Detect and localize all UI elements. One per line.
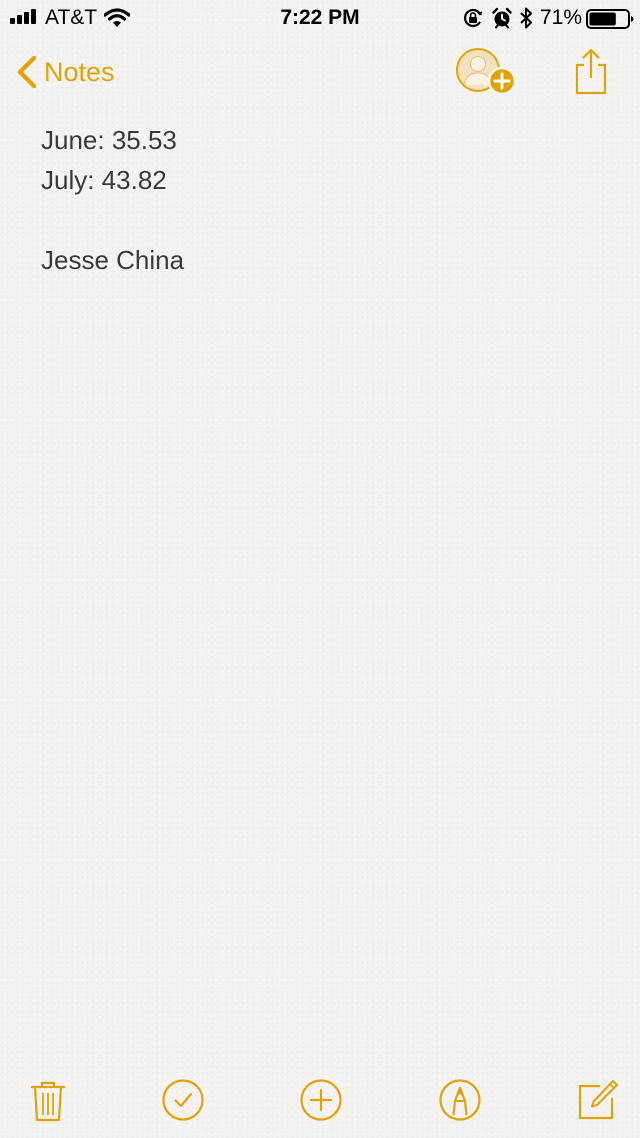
trash-icon <box>32 1083 64 1120</box>
note-line: June: 35.53 <box>41 125 177 155</box>
add-people-button[interactable] <box>455 47 519 97</box>
share-icon <box>577 50 605 93</box>
orientation-lock-icon <box>462 7 484 29</box>
bluetooth-icon <box>519 6 533 30</box>
checklist-icon <box>164 1081 203 1120</box>
back-label: Notes <box>44 57 115 87</box>
delete-button[interactable] <box>26 1078 70 1122</box>
battery-icon <box>586 9 634 29</box>
battery-percent: 71% <box>540 6 583 29</box>
share-button[interactable] <box>571 47 611 97</box>
note-body[interactable] <box>41 120 601 280</box>
status-time: 7:22 PM <box>280 6 360 29</box>
status-bar <box>0 0 640 36</box>
compose-button[interactable] <box>576 1078 620 1122</box>
bottom-toolbar <box>0 1070 640 1130</box>
alarm-icon <box>492 7 512 29</box>
add-icon <box>302 1081 341 1120</box>
note-line-empty <box>41 200 601 240</box>
note-line: Jesse China <box>41 245 185 275</box>
chevron-left-icon <box>16 54 38 90</box>
add-people-icon <box>457 49 515 94</box>
compose-icon <box>580 1081 617 1118</box>
checklist-button[interactable] <box>161 1078 205 1122</box>
markup-button[interactable] <box>438 1078 482 1122</box>
back-button[interactable] <box>16 52 115 92</box>
carrier-name: AT&T <box>45 6 98 29</box>
note-line: July: 43.82 <box>41 165 167 195</box>
add-button[interactable] <box>299 1078 343 1122</box>
markup-icon <box>441 1081 480 1120</box>
